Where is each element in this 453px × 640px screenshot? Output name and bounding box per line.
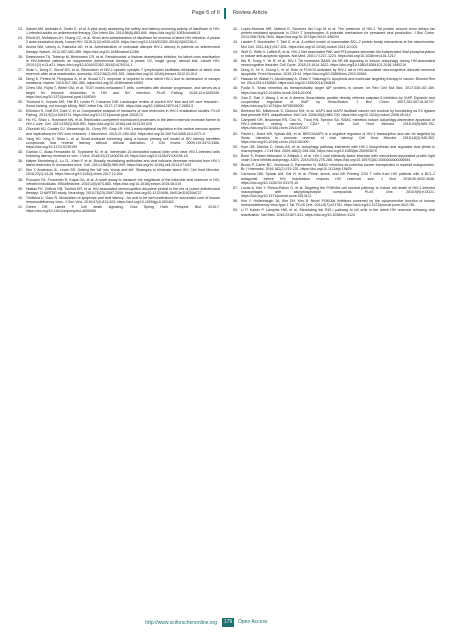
reference-item [233,40,435,48]
reference-text: Elliott JH, McMahon JH, Chang CC, et al. Short-term administration of disulfiram for reversal of latent HIV infection: A phase 2 dose-escalation study. Lancet HIV. 2015;2(12):e520-e529. https://doi.org/10.1016/S2352-3018(15)00226-X [26,36,220,45]
reference-number: 52. [233,131,238,136]
reference-text: Borel S, Robert-Hebmann V, Alfaisal J, et al. HIV-1 viral infectivity factor interacts with microtubule-associated protein light chain 3 and inhibits autophagy. AIDS. 2015;29(3):275-286. https://doi.org/10.1097/QAD.0000000000000554 [241,154,435,163]
reference-number: 46. [233,67,238,72]
reference-number: 55. [233,163,238,168]
open-access-label: Open Access [238,619,268,625]
reference-item [233,77,435,85]
reference-item [18,86,220,98]
reference-text: Dong H, Ye X, Zhong L, et al. Role of FOXO3 activated by HIV-1 tat in HIV-associated neurocognitive disorder neuronal apoptosis. Front Neurosci. 2019;13:44. https://doi.org/10.3389/fnins.2019.00044 [241,67,435,77]
reference-text: Hassan M, Watari H, AbuAlmaaty A, Ohba Y, Sakuragi N. Apoptosis and molecular targeting therapy in cancer. Biomed Res Int. 2014;2014:150845. https://doi.org/10.1155/2014/150845 [241,77,435,86]
reference-number: 49. [233,95,238,100]
reference-text: Garrido C, Abad-Fernandez M, Tuyishime M, et al. Interleukin-15-stimulated natural killer cells clear HIV-1-infected cells following latency reversal ex vivo. J Virol. 2018;92(12):e00235-18. https://doi.org/10.1128/JVI.00235-18 [26,149,220,159]
reference-text: Shan L, Deng K, Shroff NS, et al. Stimulation of HIV-1-specific cytolytic T lymphocytes facilitates elimination of latent viral reservoir after virus reactivation. Immunity. 2012;36(3):491-501. https://doi.org/10.1016/j.immuni.2012.01.014 [26,67,220,77]
reference-number: 24. [18,36,23,41]
reference-number: 27. [18,67,23,72]
reference-text: Kim Y, Anderson JL, Lewin SR. Getting the 'kill' into 'shock and kill': Strategies to eliminate latent HIV. Cell Host Microbe. 2018;23(1):14-26. https://doi.org/10.1016/j.chom.2017.12.004 [26,168,220,177]
reference-number: 57. [233,185,238,190]
page-header [0,8,453,20]
reference-text: Lamkin F, Mordmuller T, Tarli S, et al. A unified model of mammalian BCL-2 protein family interactions at the mitochondria. Mol Cell. 2011;44(4):517-531. https://doi.org/10.1016/j.molcel.2011.10.001 [241,40,435,49]
page-footer [0,616,453,630]
reference-text: Bertrand MJ, Milutinovic S, Dickson KM, et al. cIAP1 and cIAP2 facilitate cancer cell survival by functioning as E3 ligases that promote RIP1 ubiquitination. Mol Cell. 2008;30(6):689-700. https://doi.org/10.1016/j.molcel.2008.05.014 [241,108,435,118]
reference-item [18,178,220,186]
reference-text: Deng K, Pertea M, Rongvaux A, et al. Broad CTL response is required to clear latent HIV-1 due to dominance of escape mutations. Nature. 2015;517:381-385. https://doi.org/10.1038/nature14053 [26,77,220,86]
reference-text: Fulda S. Smac mimetics as therapeutically target IAP proteins in cancer. Int Rev Cell Mol Biol. 2017;330:157-169. https://doi.org/10.1016/bs.ircmb.2016.09.004 [241,86,435,95]
reference-text: Lucas A, Kim Y, Rivera-Pabon O, et al. Targeting the PI3K/Akt cell survival pathway to induce cell death of HIV-1 infected macrophages with alkylphospholipid compounds. PLoS One. 2010;5(9):e13121. https://doi.org/10.1371/journal.pone.0013121 [241,185,435,199]
reference-text: Kyei GB, Dinkins C, Davis AS, et al. Autophagy pathway intersects with HIV-1 biosynthesis and regulates viral yields in macrophages. J Cell Biol. 2009;186(2):255-268. https://doi.org/10.1083/jcb.200903070 [241,144,435,154]
reference-item [233,109,435,117]
reference-text: Thorlund K, Horwitz MS, Fife BT, Lester R, Cameron DW. Landscape review of current HIV 'kick and kill' cure research - Some kicking, not enough killing. BMC Infect Dis. 2017;17:595. https://doi.org/10.1186/s12879-017-2683-3 [26,99,220,108]
reference-item [18,109,220,117]
reference-item [233,96,435,108]
reference-number: 25. [18,45,23,50]
references-left-column [18,27,220,612]
reference-number: 37. [18,168,23,173]
reference-number: 32. [18,118,23,123]
reference-number: 35. [18,149,23,154]
reference-item [233,154,435,162]
reference-item [233,208,435,216]
reference-item [233,59,435,67]
reference-text: Wolf D, Witte V, Laffert B, et al. HIV-1 Nef associated PAK and PI3-kinases stimulate Akt-independent Bad-phosphorylation to induce anti-apoptotic signals. Nat Med. 2001;7:1217-1224. https://doi.org/10.1038/nm1101-1217 [241,49,435,58]
reference-text: Gao Z, Tian Y, Wang J, et al. A dimeric Smac/diablo peptide directly relieves caspase-3 inhibition by XIAP. Dynamic and cooperative regulation of XIAP by Smac/Diablo. J Biol Chem. 2007;282:30718-30727. https://doi.org/10.1074/jbc.M705258200 [241,95,435,108]
reference-text: Hiatian FK, Clifford GB, Tumbla ER, et al. HIV-associated neurocognitive disorders persist in the era of potent antiretroviral therapy: CHARTER study. Neurology. 2010;75(23):2087-2096. https://doi.org/10.1212/WNL.0b013e318200d727 [26,186,220,195]
reference-number: 29. [18,86,23,91]
reference-item [18,45,220,53]
reference-number: 23. [18,27,23,31]
article-type-label: Review Article [230,8,293,19]
references-right-column [233,27,435,612]
reference-item [233,118,435,130]
reference-number: 50. [233,108,238,113]
reference-number: 58. [233,199,238,204]
reference-text: Campbell GR, Bruckman RS, Chu YL, Trout RN, Spector SA. SMAC mimetics induce autophagy-dependent apoptosis of HIV-1-infected resting memory CD4+ T cells. Cell Host Microbe. 2018;24(5):689-702. https://doi.org/10.1016/j.chom.2018.09.007 [241,118,435,131]
journal-url[interactable]: http://www.sciforschenonline.org [145,620,217,626]
reference-text: Green DR, Llambi F. Cell death signaling. Cold Spring Harb Perspect Biol. 2015;7. https://doi.org/10.1101/cshperspect.a006080 [26,205,220,214]
reference-item [233,86,435,94]
reference-item [18,196,220,204]
reference-number: 59. [233,208,238,213]
reference-number: 39. [18,186,23,191]
reference-number: 28. [18,77,23,82]
reference-number: 56. [233,172,238,177]
reference-text: Eriksson S, Graf EH, Dahl V, et al. Comparative analysis of measures of viral reservoirs in HIV-1 eradication studies. PLoS Pathog. 2013;9(2):e1003174. https://doi.org/10.1371/journal.ppat.1003174 [26,108,220,118]
reference-text: Halper-Stromberg A, Lu CL, Klein F, et al. Broadly neutralizing antibodies and viral inducers decrease rebound from HIV-1 latent reservoirs in humanized mice. Cell. 2014;158(5):989-999. https://doi.org/10.1016/j.cell.2014.07.043 [26,159,220,168]
reference-text: Ho YC, Shan L, Hosmane NN, et al. Replication-competent noninduced proviruses in the latent reservoir increase barrier to HIV-1 cure. Cell. 2013;155(3):540-551. https://doi.org/10.1016/j.cell.2013.09.020 [26,118,220,127]
reference-number: 43. [233,40,238,45]
reference-item [18,205,220,213]
reference-item [18,27,220,35]
reference-number: 42. [233,27,238,31]
reference-item [233,68,435,76]
reference-item [233,145,435,153]
reference-text: Lopez-Huertas MR, Mateos E, Sanchez del Cojo M et al. The presence of HIV-1 Tat protein second exon delays fas protein-mediated apoptosis in CD4+ T lymphocytes: A potential mechanism for persistent viral production. J Biol Chem. 2013;288:7626-7644. https://doi.org/10.1074/jbc.M112.408294 [241,27,435,40]
reference-number: 51. [233,118,238,123]
reference-item [18,68,220,76]
reference-number: 34. [18,136,23,141]
reference-item [18,187,220,195]
reference-item [18,55,220,67]
reference-number: 38. [18,177,23,182]
reference-text: Pache L, Dutra MS, Spivak AM, et al. BIRC2/cIAP1 is a negative regulator of HIV-1 transcription and can be targeted by Smac mimetics to promote reversal of viral latency. Cell Host Microbe. 2015;18(3):345-353. https://doi.org/10.1016/j.chom.2015.08.009 [241,131,435,144]
reference-text: Timilsina U, Gaur R. Modulation of apoptosis and viral latency - An axis to be well understood for successful cure of human immunodeficiency virus. J Gen Virol. 2016;97(4):813-824. https://doi.org/10.1099/jgv.0.000402 [26,195,220,205]
reference-text: Wu R, Dong Y, Ye R, et al. HIV-1 Tat increases BAD5 via NF-kB signaling to induce autophagy during HIV-associated neurocognitive disorder. Cell Cycle. 2018;13:1614-1622. https://doi.org/10.1080/15384101.2018.1480219 [241,58,435,67]
reference-item [18,137,220,149]
reference-text: Yang HC, Xing S, Shan L, et al. Small-molecule screening using a human primary cell model of HIV latency identifies compounds that reverse latency without cellular activation. J Clin Invest. 2009;119:3473-3486. https://doi.org/10.1172/JCI39199 [26,136,220,149]
page-number: Page 6 of 6 [191,10,220,16]
header-divider [224,8,226,19]
reference-text: Kim Y, Hollenbaugh JA, Kim DH, Kim B. Novel PI3K/Akt inhibitors screened by the cytoprotective function of human immunodeficiency virus type 1 Tat. PLoS One. 2011;6(7):e21781. https://doi.org/10.1371/journal.pone.0021781 [241,199,435,208]
reference-item [233,186,435,198]
reference-number: 31. [18,108,23,113]
references-body [18,27,435,612]
reference-item [18,150,220,158]
reference-item [233,163,435,171]
reference-text: Li P, Kaiser P, Lampiris HW, et al. Stimulating the RIG-I pathway to kill cells in the latent HIV reservoir following viral reactivation. Nat Med. 2016;22:807-811. https://doi.org/10.1038/nm.4124 [241,208,435,217]
reference-text: Bucks P, Carter BC, Vornicova S, Parmentier N. SMAC mimetics as potential cancer therapeutics in myeloid malignancies. Br J Haematol. 2016;182(2):219-231. https://doi.org/10.1111/bjh.15629 [241,163,435,172]
reference-item [233,50,435,58]
reference-text: Carmona NM, Spivak AM, Dai H, et al. Prime, shock, and kill: Priming CD4 T cells from HIV patients with a BCL-2 antagonist before HIV reactivation reduces HIV reservoir size. J Virol. 2016;90:4032-4048. https://doi.org/10.1128/JVI.03179-15 [241,172,435,185]
reference-number: 30. [18,99,23,104]
reference-item [18,127,220,135]
reference-number: 33. [18,127,23,132]
reference-item [18,168,220,176]
reference-number: 36. [18,159,23,164]
reference-item [233,199,435,207]
reference-number: 47. [233,77,238,82]
reference-text: Archin NM, Liberty A, Kashuba AD, et al. Administration of vorinostat disrupts HIV-1 latency in patients on antiretroviral therapy. Nature. 2012;487:482-485. https://doi.org/10.1038/nature11286 [26,45,220,54]
reference-number: 48. [233,86,238,91]
reference-item [18,118,220,126]
reference-number: 54. [233,154,238,159]
reference-item [233,172,435,184]
reference-item [233,132,435,144]
reference-number: 26. [18,54,23,59]
reference-text: Churchill MJ, Cowley DJ, Wesselingh SL, Gorry PR, Gray LR. HIV-1 transcriptional regulation in the central nervous system and implications for HIV cure research. J Neurovirol. 2015;21:290-300. https://doi.org/10.1007/s13365-014-0271-5 [26,127,220,136]
reference-number: 41. [18,205,23,210]
reference-item [18,100,220,108]
reference-number: 40. [18,195,23,200]
reference-text: Rasmussen TA, Tolstrup M, Brinkmann CR, et al. Panobinostat, a histone deacetylase inhibitor, for latent-virus reactivation in HIV-infected patients on suppressive antiretroviral therapy: A phase 1/2, single group, clinical trial. Lancet HIV. 2014;1(1):e13-e21. https://doi.org/10.1016/S2352-3018(14)70014-1 [26,54,220,67]
reference-item [18,36,220,44]
reference-number: 44. [233,49,238,54]
reference-number: 45. [233,58,238,63]
footer-page-number: 179 [223,619,233,625]
reference-text: Chew GM, Fujita T, Webb GM, et al. TIGIT marks exhausted T cells, correlates with disease progression, and serves as a target for immune restoration in HIV and SIV infection. PLoS Pathog. 2016;12:e1005349. https://doi.org/10.1371/journal.ppat.1005349 [26,86,220,99]
reference-number: 53. [233,144,238,149]
reference-item [18,77,220,85]
reference-item [18,159,220,167]
reference-text: Procopio FA, Fromentin R, Kulpa DA, et al. A novel assay to measure the magnitude of the inducible viral reservoir in HIV-infected individuals. EBioMedicine. 2015;2(8):874-883. https://doi.org/10.1016/j.ebiom.2015.06.019 [26,177,220,186]
reference-text: Sakaki AM, Andrade A, Osafo E, et al. A pilot study assessing the safety and latency-reversing activity of disulfiram in HIV-1-infected adults on antiretroviral therapy. Clin Infect Dis. 2014;58(6):883-890. https://doi.org/10.1093/cid/cit813 [26,27,220,36]
reference-item [233,27,435,39]
